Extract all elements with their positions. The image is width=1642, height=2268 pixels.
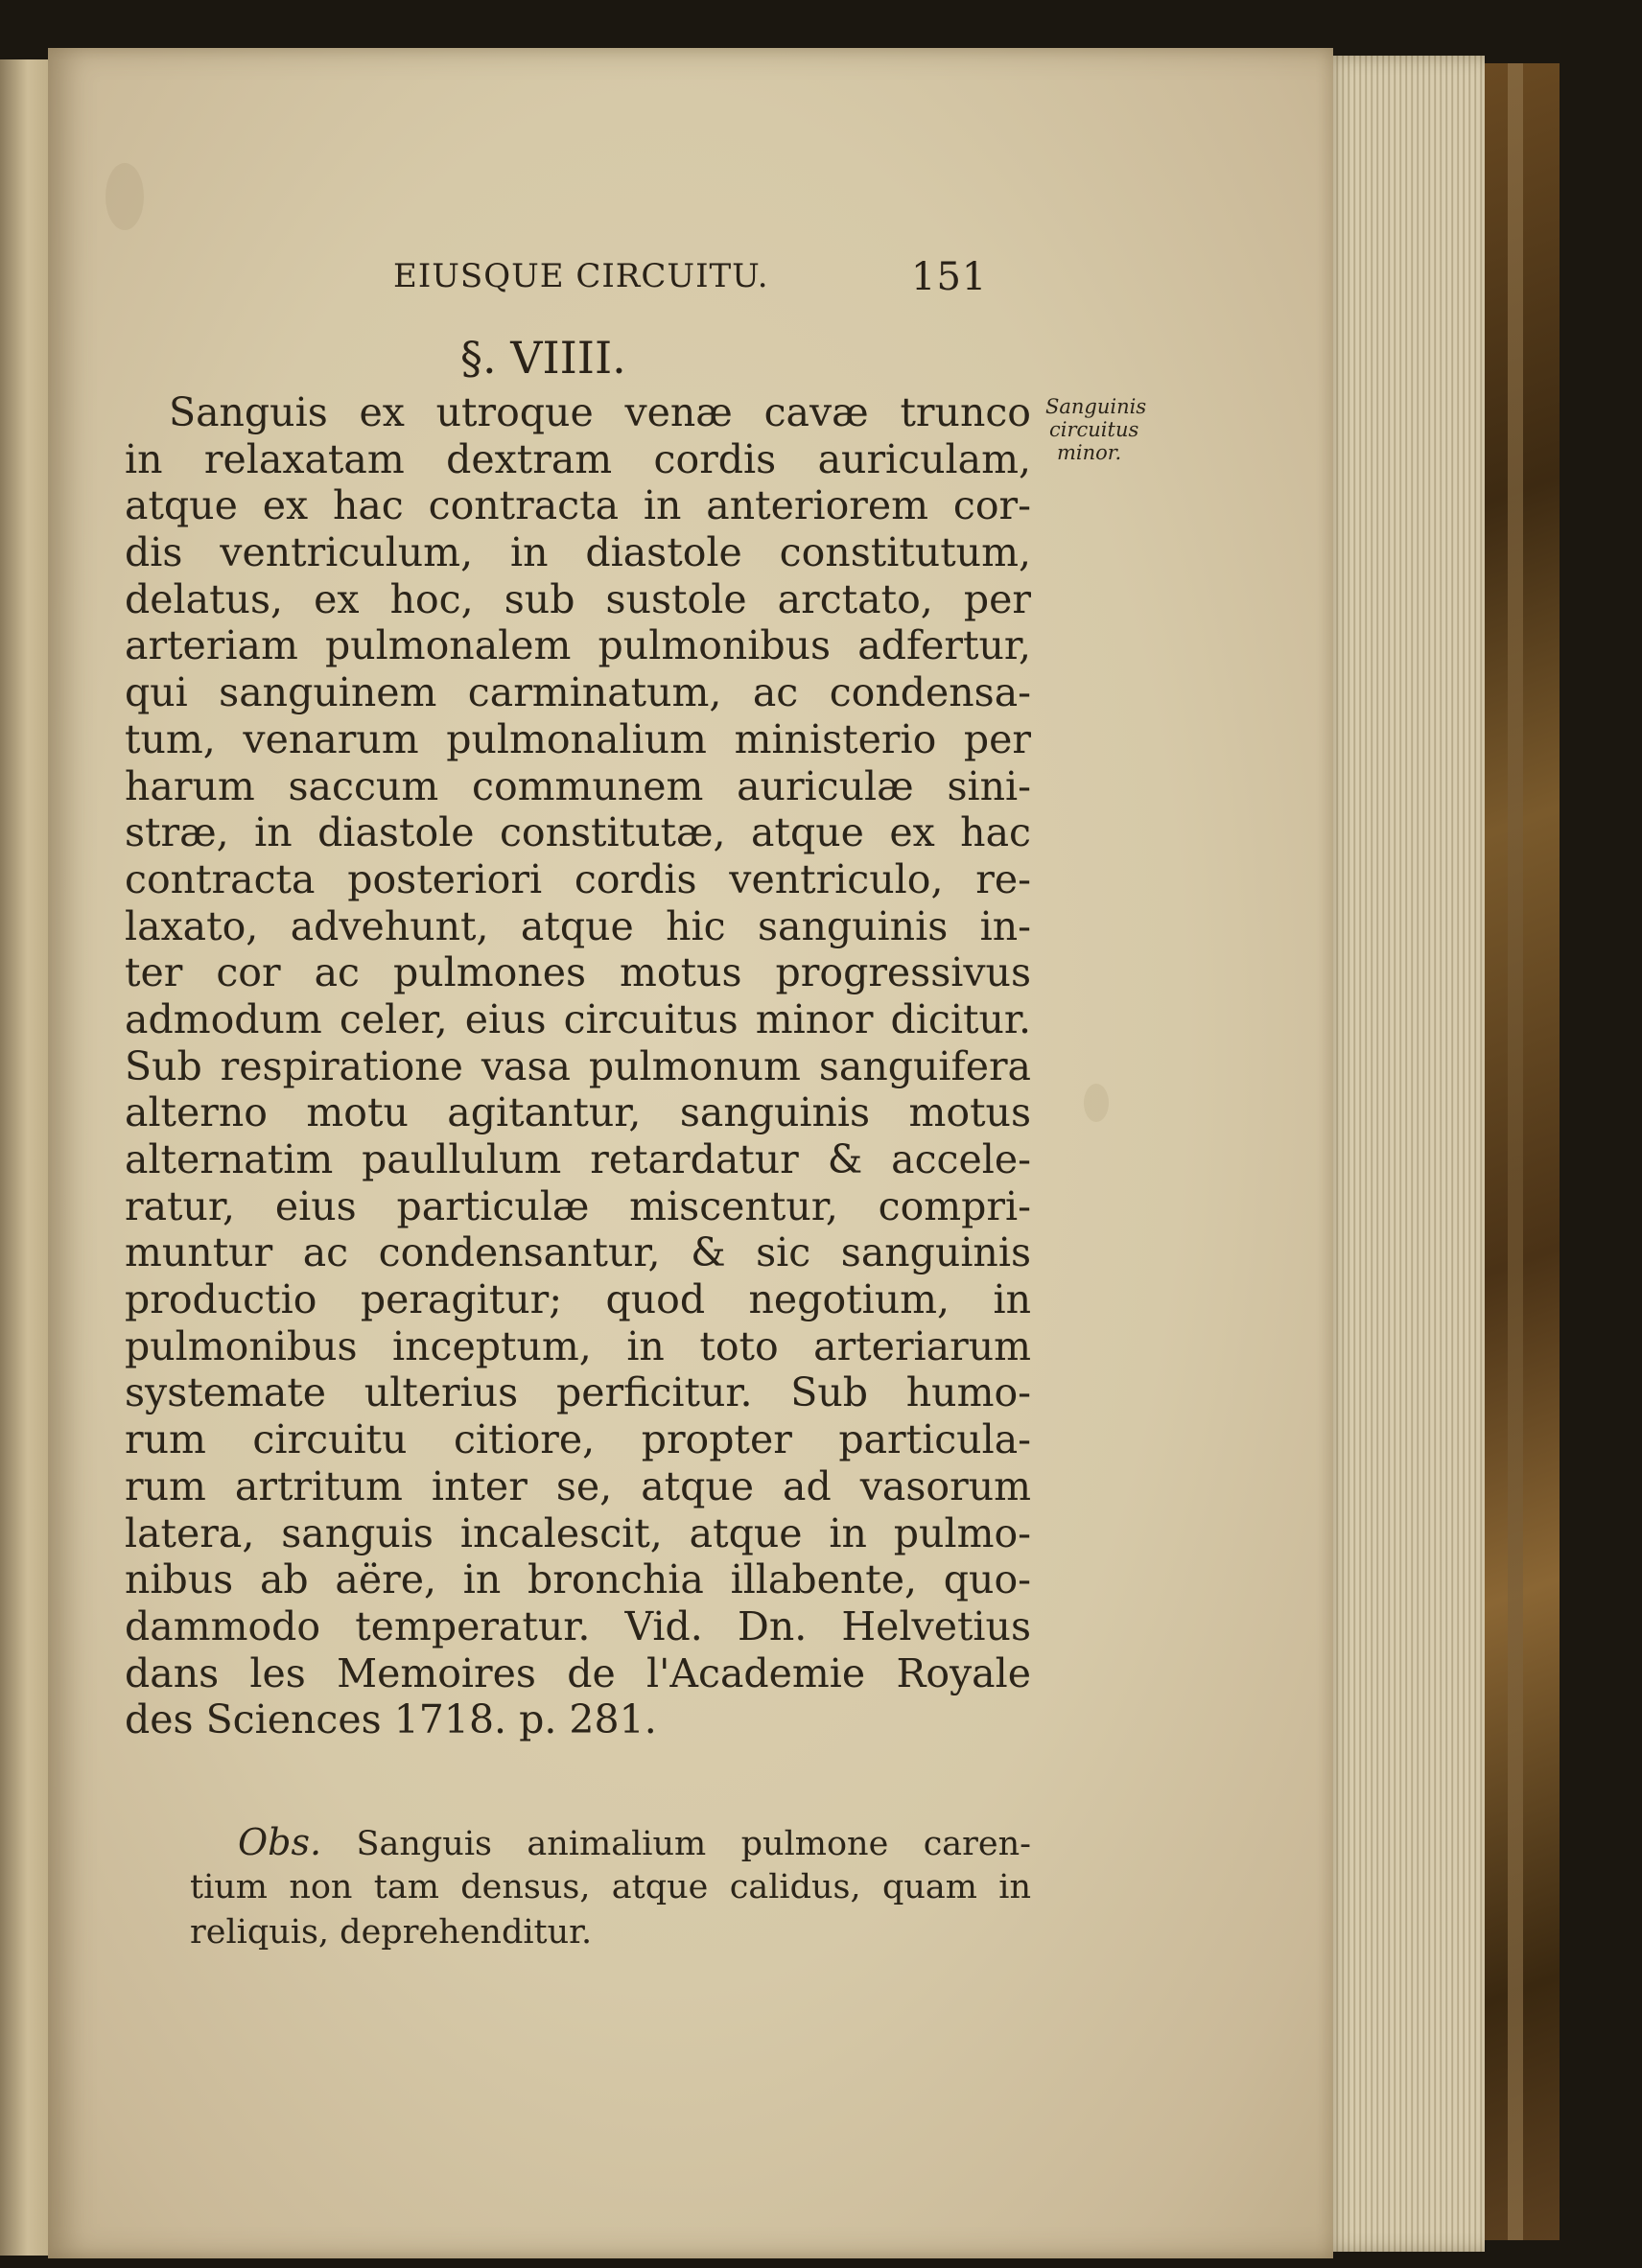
text-line: stræ, in diastole constitutæ, atque ex hac — [125, 809, 1031, 856]
text-line: Sanguis ex utroque venæ cavæ trunco — [169, 389, 1031, 435]
text-line: ter cor ac pulmones motus progressivus — [125, 949, 1031, 996]
running-head-title: EIUSQUE CIRCUITU. — [393, 257, 769, 295]
running-head — [48, 251, 1333, 309]
text-line: delatus, ex hoc, sub sustole arctato, per — [125, 575, 1031, 622]
text-line: alternatim paullulum retardatur & accele- — [125, 1136, 1031, 1182]
text-line: muntur ac condensantur, & sic sanguinis — [125, 1229, 1031, 1276]
section-heading: §. VIIII. — [460, 332, 626, 384]
text-line: in relaxatam dextram cordis auriculam, — [125, 435, 1031, 482]
margin-note — [1045, 395, 1180, 464]
paper-stain — [106, 163, 144, 230]
text-line: qui sanguinem carminatum, ac condensa- — [125, 669, 1031, 716]
observation-text: Sanguis animalium pulmone caren- — [356, 1825, 1031, 1863]
text-line: productio peragitur; quod negotium, in — [125, 1276, 1031, 1323]
text-line: atque ex hac contracta in anteriorem cor- — [125, 482, 1031, 529]
text-line: rum artritum inter se, atque ad vasorum — [125, 1462, 1031, 1509]
text-line: alterno motu agitantur, sanguinis motus — [125, 1089, 1031, 1136]
margin-note-line: minor. — [1057, 441, 1122, 464]
body-paragraph — [125, 389, 1031, 1743]
text-line: admodum celer, eius circuitus minor dicitur. — [125, 995, 1031, 1042]
text-line: contracta posteriori cordis ventriculo, re- — [125, 855, 1031, 902]
margin-note-line: Sanguinis — [1045, 395, 1147, 418]
text-line: des Sciences 1718. p. 281. — [125, 1696, 657, 1743]
text-line: Sub respiratione vasa pulmonum sanguifera — [125, 1042, 1031, 1089]
page-fore-edge — [1322, 56, 1485, 2252]
text-line: latera, sanguis incalescit, atque in pulmo- — [125, 1509, 1031, 1556]
text-line: harum saccum communem auriculæ sini- — [125, 762, 1031, 809]
observation-note — [190, 1820, 1031, 1955]
text-line: laxato, advehunt, atque hic sanguinis in- — [125, 902, 1031, 949]
text-line: ratur, eius particulæ miscentur, compri- — [125, 1182, 1031, 1229]
text-line: tum, venarum pulmonalium ministerio per — [125, 715, 1031, 762]
page-number: 151 — [911, 255, 988, 299]
text-line: systemate ulterius perficitur. Sub humo- — [125, 1369, 1031, 1416]
observation-line: tium non tam densus, atque calidus, quam in — [190, 1868, 1031, 1906]
margin-note-line: circuitus — [1049, 418, 1139, 441]
book-page — [48, 48, 1333, 2258]
paper-stain — [1084, 1084, 1109, 1122]
text-line: rum circuitu citiore, propter particula- — [125, 1416, 1031, 1463]
observation-line: reliquis, deprehenditur. — [190, 1913, 593, 1952]
text-line: nibus ab aëre, in bronchia illabente, quo- — [125, 1556, 1031, 1603]
cover-spine-band — [1508, 63, 1523, 2240]
text-line: arteriam pulmonalem pulmonibus adfertur, — [125, 622, 1031, 669]
text-line: dans les Memoires de l'Academie Royale — [125, 1649, 1031, 1696]
text-line: dammodo temperatur. Vid. Dn. Helvetius — [125, 1602, 1031, 1649]
observation-line — [238, 1820, 1031, 1865]
observation-label: Obs. — [238, 1821, 322, 1863]
text-line: dis ventriculum, in diastole constitutum, — [125, 529, 1031, 576]
text-line: pulmonibus inceptum, in toto arteriarum — [125, 1322, 1031, 1369]
